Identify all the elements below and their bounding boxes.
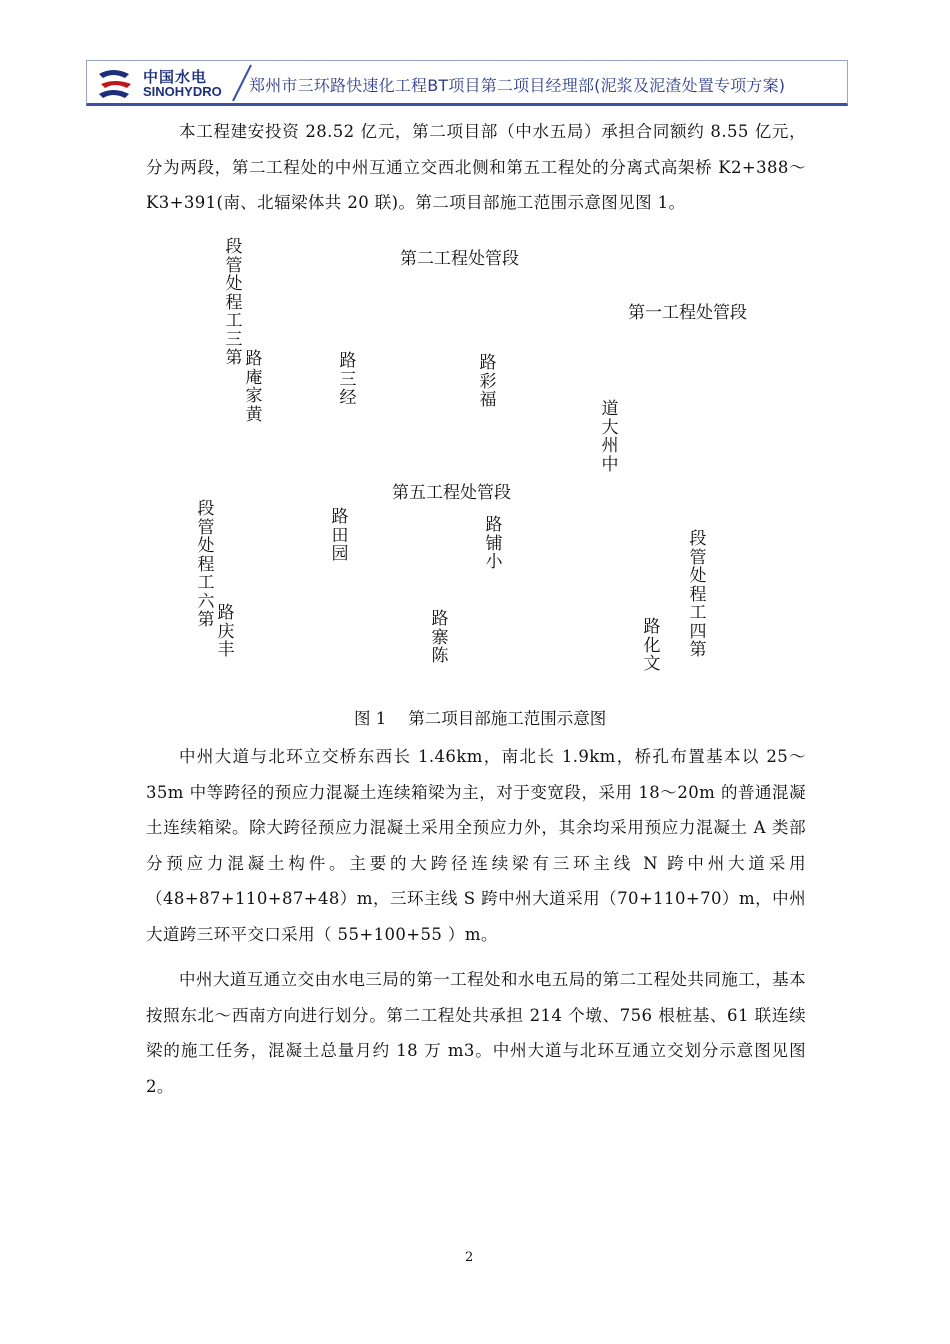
page-header — [86, 60, 848, 106]
paragraph-2: 中州大道与北环立交桥东西长 1.46km，南北长 1.9km，桥孔布置基本以 25～35m 中等跨径的预应力混凝土连续箱梁为主，对于变宽段，采用 18～20m 的普通混凝土连续箱梁。除大跨径预应力混凝土采用全预应力外，其余均采用预应力混凝土 A 类部分预应力混凝土构件。主要的大跨径连续梁有三环主线 N 跨中州大道采用（48+87+110+87+48）m，三环主线 S 跨中州大道采用（70+110+70）m，中州大道跨三环平交口采用（ 55+100+55 ）m。 — [146, 747, 806, 944]
label-section-3: 段管处程工三第 — [225, 237, 243, 368]
label-road-fucai: 路彩福 — [479, 353, 497, 410]
label-section-6: 段管处程工六第 — [197, 499, 215, 630]
logo-chinese-text: 中国水电 — [143, 68, 208, 86]
label-section-1: 第一工程处管段 — [628, 303, 747, 323]
logo-english-text: SINOHYDRO — [143, 84, 222, 99]
label-section-5: 第五工程处管段 — [392, 483, 511, 503]
label-road-chenzhai: 路寨陈 — [431, 609, 449, 666]
sinohydro-emblem-icon — [93, 64, 137, 102]
label-section-4: 段管处程工四第 — [689, 529, 707, 660]
label-road-huangjiaan: 路庵家黄 — [245, 349, 263, 425]
label-road-wenhua: 路化文 — [643, 617, 661, 674]
sinohydro-logo — [93, 64, 243, 102]
caption-text: 第二项目部施工范围示意图 — [408, 709, 607, 728]
label-road-xiaopu: 路铺小 — [485, 515, 503, 572]
header-title: 郑州市三环路快速化工程BT项目第二项目经理部(泥浆及泥渣处置专项方案) — [249, 76, 786, 95]
label-road-zhongzhou: 道大州中 — [601, 399, 619, 475]
page-number: 2 — [465, 1250, 474, 1265]
label-road-jingsan: 路三经 — [339, 351, 357, 408]
label-section-2: 第二工程处管段 — [400, 249, 519, 269]
label-road-tianyuan: 路田园 — [331, 507, 349, 564]
label-road-fengqing: 路庆丰 — [217, 603, 235, 660]
paragraph-1: 本工程建安投资 28.52 亿元，第二项目部（中水五局）承担合同额约 8.55 亿元，分为两段，第二工程处的中州互通立交西北侧和第五工程处的分离式高架桥 K2+388～K3+391(南、北辐梁体共 20 联)。第二项目部施工范围示意图见图 1。 — [146, 122, 806, 212]
figure-1-caption — [354, 705, 606, 729]
paragraph-3: 中州大道互通立交由水电三局的第一工程处和水电五局的第二工程处共同施工，基本按照东北～西南方向进行划分。第二工程处共承担 214 个墩、756 根桩基、61 联连续梁的施工任务，混凝土总量月约 18 万 m3。中州大道与北环互通立交划分示意图见图 2。 — [146, 970, 806, 1096]
caption-number: 图 1 — [354, 709, 387, 728]
